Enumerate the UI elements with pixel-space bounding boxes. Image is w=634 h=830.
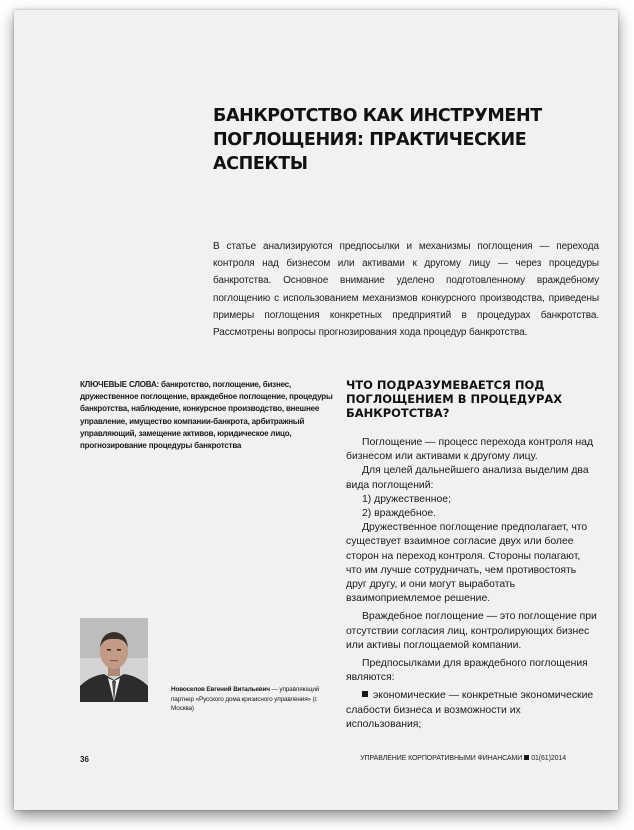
section-heading: ЧТО ПОДРАЗУМЕВАЕТСЯ ПОД ПОГЛОЩЕНИЕМ В ПРОЦЕДУРАХ БАНКРОТСТВА? [346,378,563,420]
body-paragraph: Поглощение — процесс перехода контроля над бизнесом или активами к другому лицу. [346,437,594,463]
square-bullet-icon [362,691,368,697]
section-body [346,436,598,732]
journal-name: УПРАВЛЕНИЕ КОРПОРАТИВНЫМИ ФИНАНСАМИ [360,755,523,762]
keywords-label: КЛЮЧЕВЫЕ СЛОВА: [80,380,160,389]
body-paragraph: Предпосылками для враждебного поглощения являются: [346,658,588,684]
running-footer [360,755,566,762]
square-separator-icon [524,755,529,760]
bullet-item [346,689,598,732]
author-role: — управляющий партнер «Русского дома кризисного управления» (г. Москва) [171,686,320,712]
article-title-line-1: БАНКРОТСТВО КАК ИНСТРУМЕНТ [213,106,542,126]
journal-issue: 01(61)2014 [531,755,566,762]
list-item: 1) дружественное; [362,493,451,505]
article-title-line-2: ПОГЛОЩЕНИЯ: ПРАКТИЧЕСКИЕ АСПЕКТЫ [213,130,527,174]
article-title [213,104,613,176]
bullet-text: экономические — конкретные экономические слабости бизнеса и возможности их использования; [346,690,594,730]
journal-page [14,10,618,810]
list-item: 2) враждебное. [362,508,437,520]
article-abstract: В статье анализируются предпосылки и механизмы поглощения — перехода контроля над бизнесом или активами к другому лицу — через процедуры банкротства. Основное внимание уделено подготовленному враждебному поглощению с использованием механизмов конкурсного производства, приведены примеры поглощения конкретных предприятий в процедурах банкротства. Рассмотрены вопросы прогнозирования хода процедур банкротства. [213,241,599,339]
body-paragraph: Для целей дальнейшего анализа выделим два вида поглощений: [346,465,589,491]
body-paragraph: Дружественное поглощение предполагает, что существует взаимное согласие двух или более сторон на переход контроля. Стороны полагают, что им лучше сотрудничать, чем противостоять друг другу, и они могут выработать взаимоприемлемое решение. [346,522,588,605]
keywords-block [80,379,335,452]
author-caption [171,685,341,714]
author-name: Новоселов Евгений Витальевич [171,686,270,693]
author-photo [80,618,148,702]
page-number: 36 [80,755,89,764]
body-paragraph: Враждебное поглощение — это поглощение при отсутствии согласия лиц, контролирующих бизнес или активы поглощаемой компании. [346,611,597,651]
keywords-text: банкротство, поглощение, бизнес, дружественное поглощение, враждебное поглощение, процедуры банкротства, наблюдение, конкурсное производство, внешнее управление, имущество компании-банкрота, арбитражный управляющий, замещение активов, юридическое лицо, прогнозирование процедуры банкротства [80,380,333,451]
